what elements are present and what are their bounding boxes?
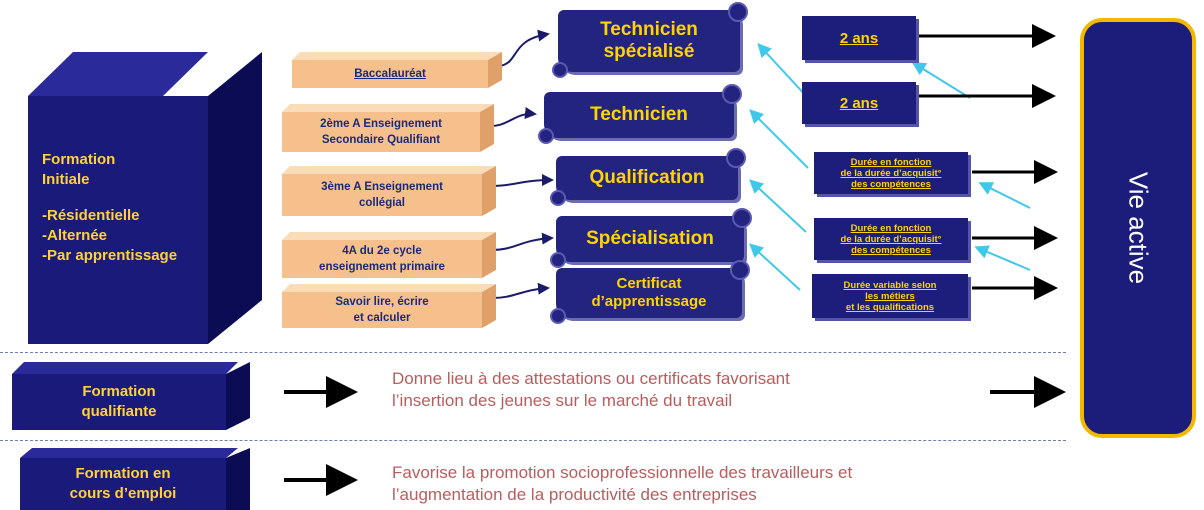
level-qualification: Qualification (556, 156, 738, 200)
mode-item: -Alternée (42, 227, 108, 244)
formation-qualifiante-block: Formation qualifiante (12, 362, 250, 430)
cyan-arrow (915, 64, 970, 98)
level-technicien: Technicien (544, 92, 734, 138)
separator (0, 440, 1066, 441)
entry-level-box: 3ème A Enseignement collégial (282, 166, 496, 216)
level-specialisation: Spécialisation (556, 216, 744, 262)
vie-active-panel (1080, 18, 1196, 438)
cyan-arrow (760, 46, 808, 98)
entry-level-box: 2ème A Enseignement Secondaire Qualifiant (282, 104, 494, 152)
connector-arrow (500, 34, 548, 66)
vie-active-label: Vie active (1123, 171, 1154, 285)
duration-flag: Durée variable selon les métiers et les qualifications (812, 274, 968, 318)
entry-level-box: 4A du 2e cycle enseignement primaire (282, 232, 496, 278)
entry-level-box: Savoir lire, écrire et calculer (282, 284, 496, 328)
cyan-arrow (978, 248, 1030, 270)
duration-flag: Durée en fonction de la durée d’acquisit° des compétences (814, 152, 968, 194)
cyan-arrow (982, 184, 1030, 208)
mode-item: -Par apprentissage (42, 247, 178, 264)
cyan-arrow (752, 246, 800, 290)
cyan-arrow (752, 112, 808, 168)
level-certificat-apprentissage: Certificat d’apprentissage (556, 268, 742, 318)
formation-qualifiante-description: Donne lieu à des attestations ou certificats favorisant l’insertion des jeunes sur le marché du travail (392, 369, 790, 410)
formation-initiale-block: Formation Initiale -Résidentielle -Alternée -Par apprentissage (28, 52, 262, 344)
entry-level-box: Baccalauréat (292, 52, 502, 88)
formation-qualifiante-title: Formation (82, 383, 156, 400)
level-technicien-specialise: Technicien spécialisé (558, 10, 740, 72)
mode-item: -Résidentielle (42, 207, 140, 224)
duration-flag: Durée en fonction de la durée d’acquisit° des compétences (814, 218, 968, 260)
connector-arrow (492, 180, 552, 186)
separator (0, 352, 1066, 353)
duration-flag: 2 ans (802, 16, 916, 60)
formation-emploi-block: Formation en cours d’emploi (20, 448, 250, 510)
formation-initiale-title: Formation (42, 151, 116, 168)
formation-emploi-description: Favorise la promotion socioprofessionnelle des travailleurs et l’augmentation de la productivité des entreprises (392, 463, 853, 504)
cyan-arrow (752, 182, 806, 232)
connector-arrow (490, 114, 535, 126)
connector-arrow (492, 288, 548, 298)
connector-arrow (492, 238, 552, 250)
formation-emploi-title: Formation en (75, 465, 171, 482)
duration-flag: 2 ans (802, 82, 916, 124)
